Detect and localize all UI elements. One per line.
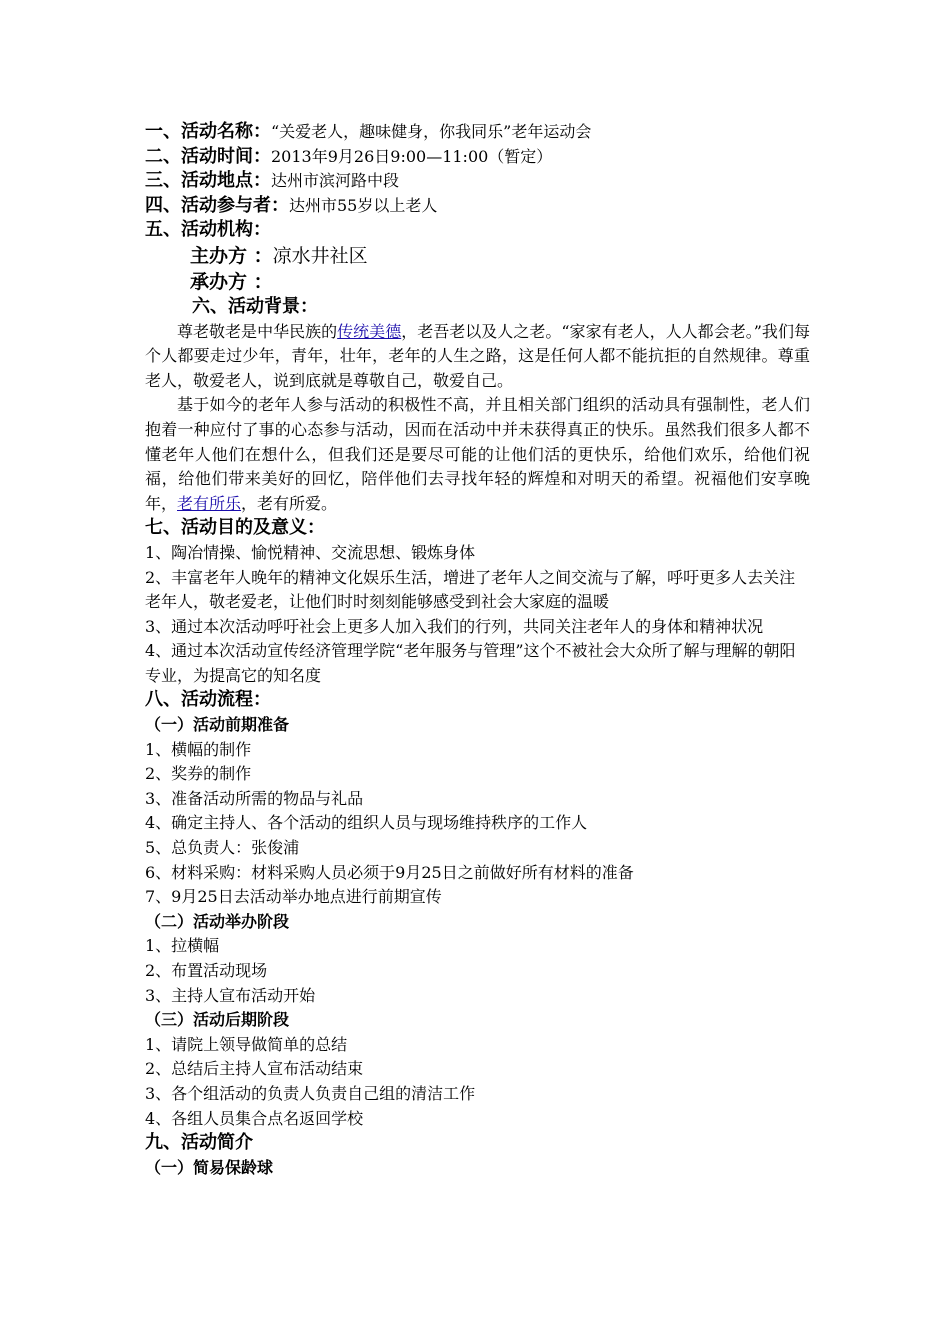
section-purpose: 七、活动目的及意义： bbox=[145, 517, 325, 539]
section-participants: 四、活动参与者：达州市55岁以上老人 bbox=[145, 194, 438, 216]
link-traditional-virtue[interactable]: 传统美德 bbox=[337, 321, 402, 341]
list-item: 4、通过本次活动宣传经济管理学院“老年服务与管理”这个不被社会大众所了解与理解的朝阳专业，为提高它的知名度 bbox=[145, 641, 796, 685]
list-item: 6、材料采购：材料采购人员必须于9月25日之前做好所有材料的准备 bbox=[145, 862, 634, 882]
coorganizer-row: 承办方 ： bbox=[190, 270, 273, 293]
document-page bbox=[145, 120, 810, 1180]
organizer-row: 主办方 ：凉水井社区 bbox=[190, 244, 368, 267]
link-elderly-joy[interactable]: 老有所乐 bbox=[177, 493, 242, 513]
section-organization: 五、活动机构： bbox=[145, 219, 271, 241]
section-name: 一、活动名称：“关爱老人，趣味健身，你我同乐”老年运动会 bbox=[145, 121, 592, 142]
section-place: 三、活动地点：达州市滨河路中段 bbox=[145, 170, 400, 192]
list-item: 3、通过本次活动呼吁社会上更多人加入我们的行列，共同关注老年人的身体和精神状况 bbox=[145, 616, 764, 636]
section-background: 六、活动背景： bbox=[192, 295, 318, 317]
list-item: 1、陶冶情操、愉悦精神、交流思想、锻炼身体 bbox=[145, 542, 476, 562]
list-item: 4、各组人员集合点名返回学校 bbox=[145, 1108, 364, 1128]
section-intro: 九、活动简介 bbox=[145, 1132, 253, 1154]
list-item: 1、横幅的制作 bbox=[145, 739, 252, 759]
list-item: 3、主持人宣布活动开始 bbox=[145, 985, 316, 1005]
list-item: 4、确定主持人、各个活动的组织人员与现场维持秩序的工作人 bbox=[145, 813, 588, 833]
list-item: 2、布置活动现场 bbox=[145, 961, 268, 980]
subsection-wrapup: （三）活动后期阶段 bbox=[145, 1010, 290, 1030]
section-time: 二、活动时间：2013年9月26日9:00—11:00（暂定） bbox=[145, 145, 553, 167]
background-paragraph-1: 尊老敬老是中华民族的传统美德，老吾老以及人之老。“家家有老人，人人都会老。”我们每个人都要走过少年，青年，壮年，老年的人生之路，这是任何人都不能抗拒的自然规律。尊重老人，敬爱老人，说到底就是尊敬自己，敬爱自己。 bbox=[145, 321, 810, 390]
list-item: 7、9月25日去活动举办地点进行前期宣传 bbox=[145, 887, 442, 907]
list-item: 1、请院上领导做简单的总结 bbox=[145, 1034, 348, 1054]
subsection-bowling: （一）简易保龄球 bbox=[145, 1157, 274, 1177]
list-item: 2、奖券的制作 bbox=[145, 764, 252, 784]
background-paragraph-2: 基于如今的老年人参与活动的积极性不高，并且相关部门组织的活动具有强制性，老人们抱着一种应付了事的心态参与活动，因而在活动中并未获得真正的快乐。虽然我们很多人都不懂老年人他们在想什么，但我们还是要尽可能的让他们活的更快乐，给他们欢乐，给他们祝福，给他们带来美好的回忆，陪伴他们去寻找年轻的辉煌和对明天的希望。祝福他们安享晚年，老有所乐，老有所爱。 bbox=[145, 395, 810, 513]
section-process: 八、活动流程： bbox=[145, 689, 271, 711]
list-item: 2、丰富老年人晚年的精神文化娱乐生活，增进了老年人之间交流与了解，呼吁更多人去关注老年人，敬老爱老，让他们时时刻刻能够感受到社会大家庭的温暖 bbox=[145, 567, 796, 612]
list-item: 1、拉横幅 bbox=[145, 936, 220, 956]
list-item: 5、总负责人：张俊浦 bbox=[145, 838, 300, 858]
subsection-execution: （二）活动举办阶段 bbox=[145, 911, 290, 931]
list-item: 2、总结后主持人宣布活动结束 bbox=[145, 1059, 364, 1079]
subsection-preparation: （一）活动前期准备 bbox=[145, 715, 290, 735]
list-item: 3、各个组活动的负责人负责自己组的清洁工作 bbox=[145, 1083, 476, 1103]
list-item: 3、准备活动所需的物品与礼品 bbox=[145, 788, 364, 808]
